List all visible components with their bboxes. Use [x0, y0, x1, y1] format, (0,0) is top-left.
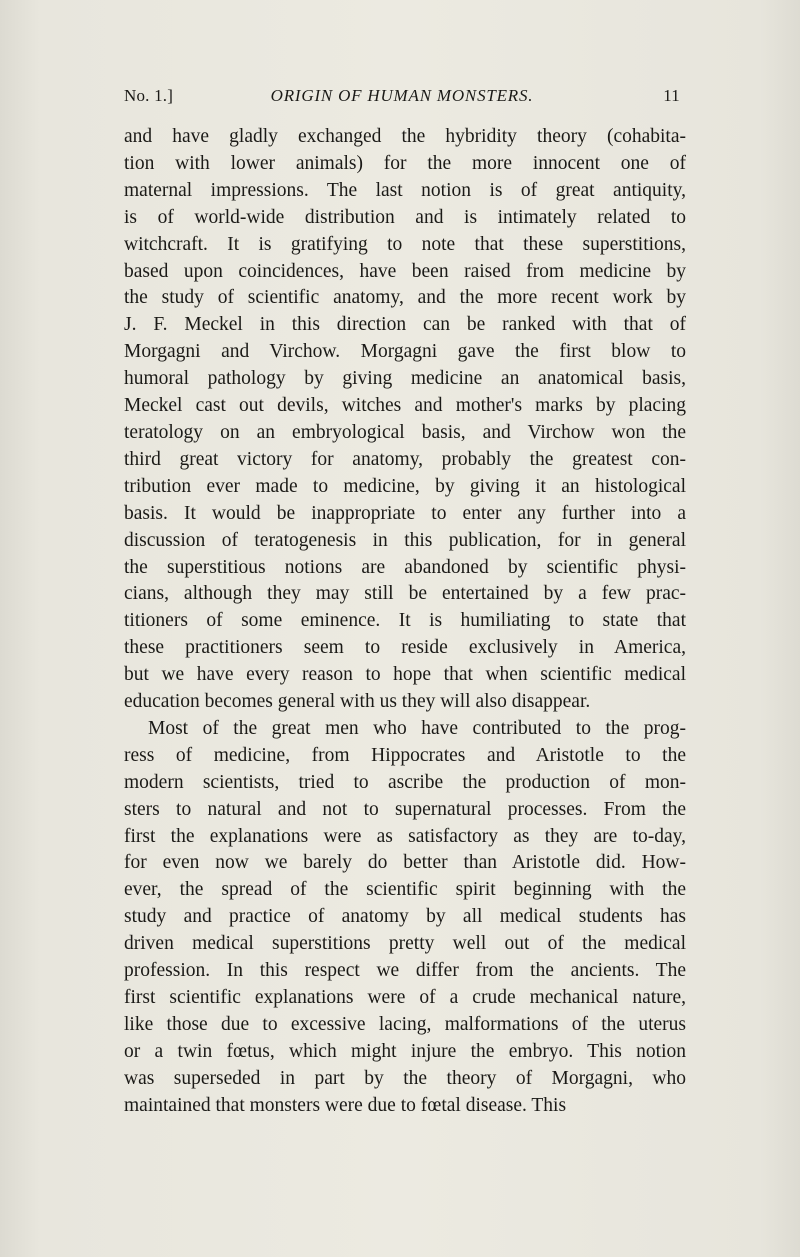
- text-line: these practitioners seem to reside exclusively in America,: [124, 637, 686, 659]
- text-line: was superseded in part by the theory of Morgagni, who: [124, 1067, 686, 1089]
- text-line: witchcraft. It is gratifying to note that these superstitions,: [124, 233, 686, 255]
- text-line: driven medical superstitions pretty well out of the medical: [124, 933, 686, 955]
- text-line: third great victory for anatomy, probably the greatest con-: [124, 448, 686, 470]
- text-line: discussion of teratogenesis in this publication, for in general: [124, 529, 686, 551]
- text-line: the superstitious notions are abandoned by scientific physi-: [124, 556, 686, 578]
- text-line: tribution ever made to medicine, by giving it an histological: [124, 475, 686, 497]
- text-line: ever, the spread of the scientific spirit beginning with the: [124, 879, 686, 901]
- text-line: J. F. Meckel in this direction can be ranked with that of: [124, 314, 686, 336]
- text-line: is of world-wide distribution and is intimately related to: [124, 206, 686, 228]
- text-line: first scientific explanations were of a crude mechanical nature,: [124, 987, 686, 1008]
- text-line: or a twin fœtus, which might injure the embryo. This notion: [124, 1040, 686, 1062]
- text-line: like those due to excessive lacing, malformations of the uterus: [124, 1013, 686, 1035]
- section-number: No. 1.]: [124, 86, 174, 105]
- text-line: modern scientists, tried to ascribe the production of mon-: [124, 771, 686, 793]
- text-line: the study of scientific anatomy, and the more recent work by: [124, 287, 686, 309]
- text-line: tion with lower animals) for the more innocent one of: [124, 152, 686, 174]
- running-title: ORIGIN OF HUMAN MONSTERS.: [270, 86, 534, 105]
- text-line: maternal impressions. The last notion is of great antiquity,: [124, 179, 686, 201]
- text-line: Morgagni and Virchow. Morgagni gave the first blow to: [124, 341, 686, 363]
- running-head: [124, 86, 680, 112]
- text-line: sters to natural and not to supernatural processes. From the: [124, 798, 686, 820]
- text-line: study and practice of anatomy by all medical students has: [124, 906, 686, 928]
- text-line: based upon coincidences, have been raised from medicine by: [124, 260, 686, 282]
- text-line-paragraph-start: Most of the great men who have contributed to the prog-: [148, 717, 686, 739]
- text-line: first the explanations were as satisfactory as they are to-day,: [124, 825, 686, 847]
- text-line: teratology on an embryological basis, and Virchow won the: [124, 421, 686, 443]
- page-number: 11: [663, 86, 680, 105]
- text-line: but we have every reason to hope that when scientific medical: [124, 664, 686, 686]
- text-line: for even now we barely do better than Aristotle did. How-: [124, 852, 686, 874]
- body-text: [124, 124, 686, 1120]
- text-line: titioners of some eminence. It is humiliating to state that: [124, 610, 686, 632]
- text-line: ress of medicine, from Hippocrates and Aristotle to the: [124, 744, 686, 766]
- text-line: humoral pathology by giving medicine an anatomical basis,: [124, 368, 686, 390]
- text-line: Meckel cast out devils, witches and mother's marks by placing: [124, 395, 686, 417]
- text-line: maintained that monsters were due to fœtal disease. This: [124, 1094, 567, 1116]
- text-line-paragraph-end: education becomes general with us they will also disappear.: [124, 691, 591, 713]
- text-line: cians, although they may still be entertained by a few prac-: [124, 583, 686, 605]
- text-line: basis. It would be inappropriate to enter any further into a: [124, 502, 686, 524]
- text-line: and have gladly exchanged the hybridity theory (cohabita-: [124, 126, 686, 147]
- text-line: profession. In this respect we differ from the ancients. The: [124, 960, 686, 982]
